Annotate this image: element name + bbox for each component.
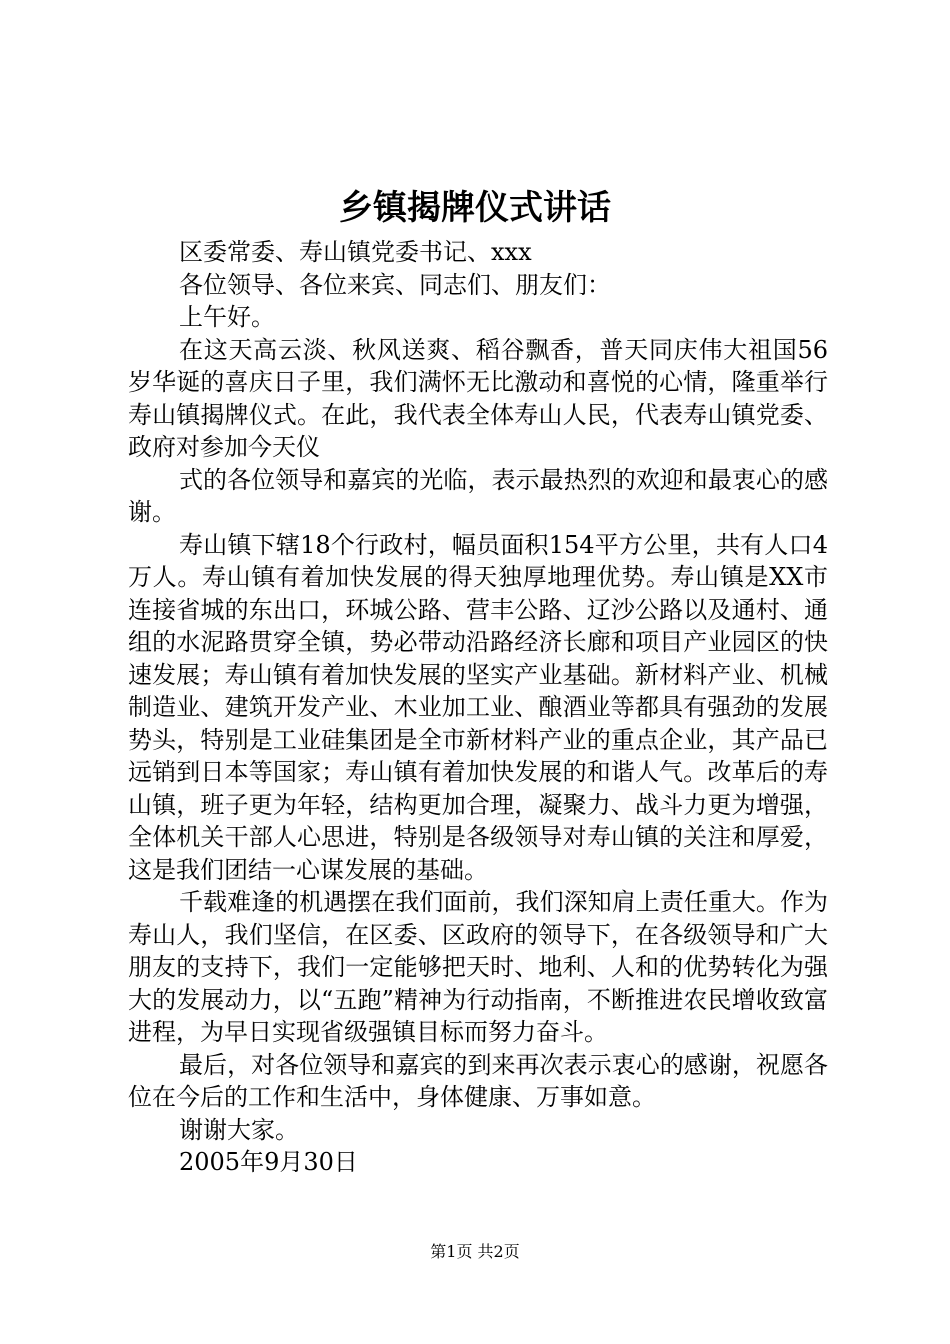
paragraph-author: 区委常委、寿山镇党委书记、xxx [179, 238, 532, 266]
page-number-footer: 第1页 共2页 [430, 1242, 520, 1261]
paragraph-thank-you: 谢谢大家。 [179, 1115, 299, 1144]
paragraph-welcome: 式的各位领导和嘉宾的光临，表示最热烈的欢迎和最衷心的感谢。 [128, 465, 828, 526]
paragraph-opening: 在这天高云淡、秋风送爽、稻谷飘香，普天同庆伟大祖国56岁华诞的喜庆日子里，我们满怀无比激动和喜悦的心情，隆重举行寿山镇揭牌仪式。在此，我代表全体寿山人民，代表寿山镇党委、政府对参加今天仪 [128, 335, 828, 461]
paragraph-greeting: 上午好。 [179, 303, 275, 331]
paragraph-town-overview: 寿山镇下辖18个行政村，幅员面积154平方公里，共有人口4万人。寿山镇有着加快发展的得天独厚地理优势。寿山镇是XX市连接省城的东出口，环城公路、营丰公路、辽沙公路以及通村、通组的水泥路贯穿全镇，势必带动沿路经济长廊和项目产业园区的快速发展；寿山镇有着加快发展的坚实产业基础。新材料产业、机械制造业、建筑开发产业、木业加工业、酿酒业等都具有强劲的发展势头，特别是工业硅集团是全市新材料产业的重点企业，其产品已远销到日本等国家；寿山镇有着加快发展的和谐人气。改革后的寿山镇，班子更为年轻，结构更加合理，凝聚力、战斗力更为增强，全体机关干部人心思进，特别是各级领导对寿山镇的关注和厚爱，这是我们团结一心谋发展的基础。 [128, 530, 828, 884]
paragraph-salutation: 各位领导、各位来宾、同志们、朋友们： [179, 270, 611, 299]
paragraph-opportunity: 千载难逢的机遇摆在我们面前，我们深知肩上责任重大。作为寿山人，我们坚信，在区委、区政府的领导下，在各级领导和广大朋友的支持下，我们一定能够把天时、地利、人和的优势转化为强大的发展动力，以“五跑”精神为行动指南，不断推进农民增收致富进程，为早日实现省级强镇目标而努力奋斗。 [128, 888, 828, 1046]
paragraph-closing-thanks: 最后，对各位领导和嘉宾的到来再次表示衷心的感谢，祝愿各位在今后的工作和生活中，身体健康、万事如意。 [128, 1050, 828, 1111]
paragraph-date: 2005年9月30日 [179, 1148, 358, 1176]
document-title: 乡镇揭牌仪式讲话 [339, 188, 611, 228]
document-body [128, 236, 828, 1179]
